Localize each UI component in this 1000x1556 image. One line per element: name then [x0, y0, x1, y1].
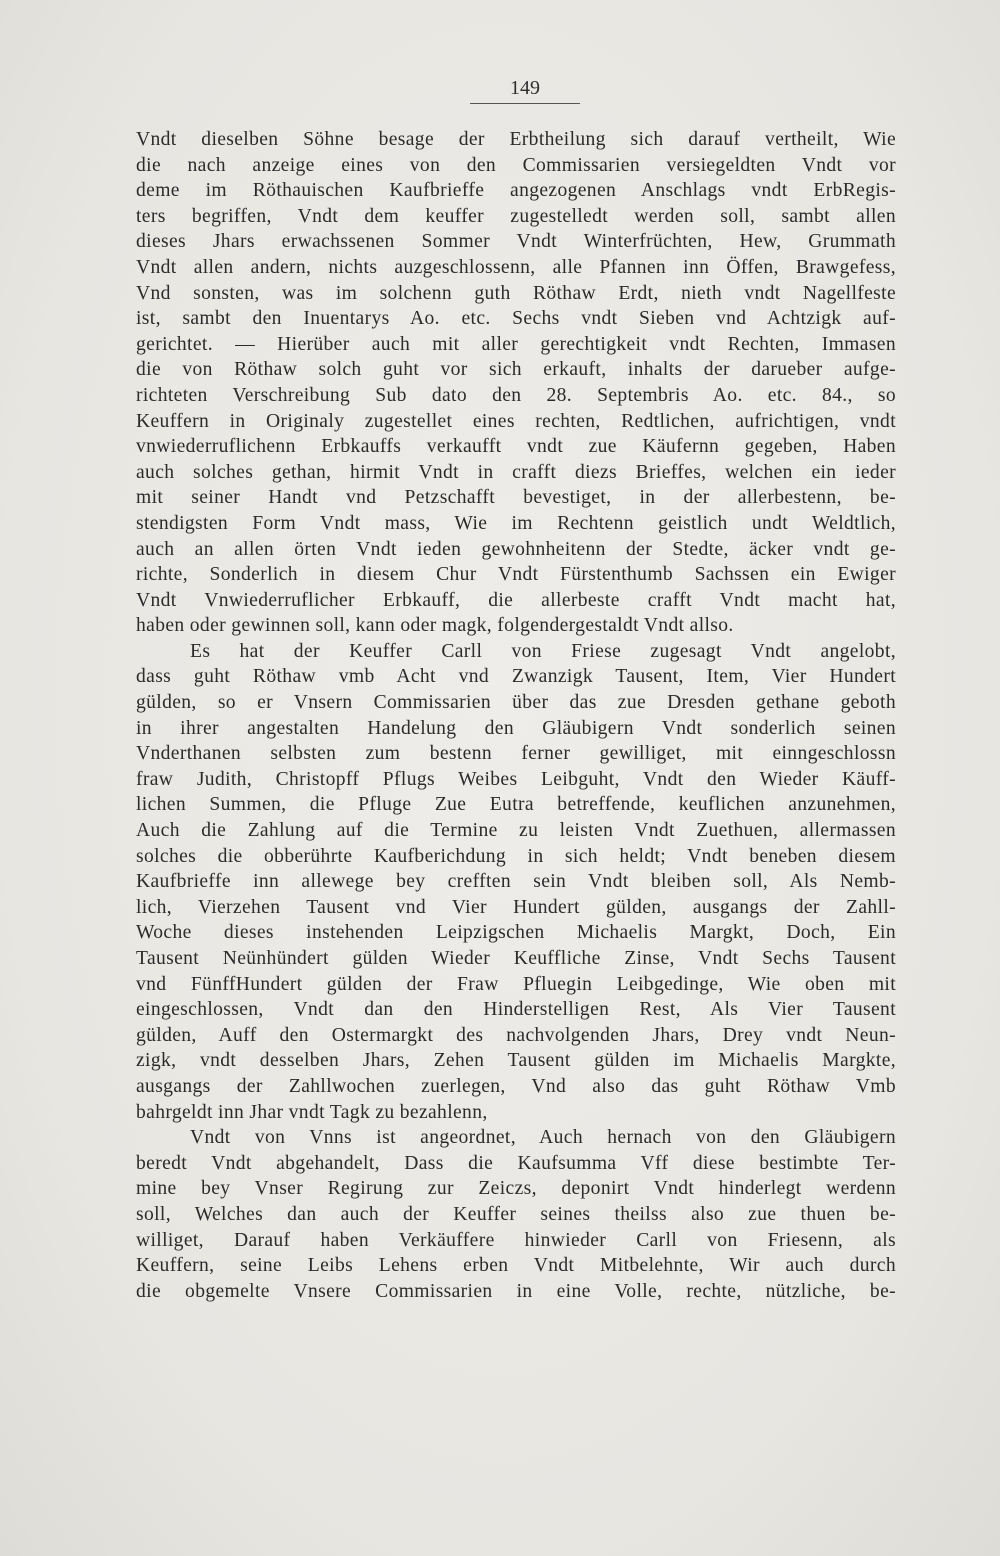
text-line: ist, sambt den Inuentarys Ao. etc. Sechs vndt Sieben vnd Achtzigk auf-	[136, 308, 896, 330]
text-line: stendigsten Form Vndt mass, Wie im Rechtenn geistlich undt Weldtlich,	[136, 512, 896, 534]
text-line: die obgemelte Vnsere Commissarien in eine Volle, rechte, nützliche, be-	[136, 1280, 896, 1302]
text-line: ausgangs der Zahllwochen zuerlegen, Vnd also das guht Röthaw Vmb	[136, 1075, 896, 1097]
text-line: Vndt von Vnns ist angeordnet, Auch hernach von den Gläubigern	[190, 1127, 896, 1149]
text-line: dass guht Röthaw vmb Acht vnd Zwanzigk Tausent, Item, Vier Hundert	[136, 666, 896, 688]
text-line: Vnd sonsten, was im solchenn guth Röthaw Erdt, nieth vndt Nagellfeste	[136, 282, 896, 304]
text-line: gerichtet. — Hierüber auch mit aller gerechtigkeit vndt Rechten, Immasen	[136, 333, 896, 355]
page-number: 149	[470, 76, 580, 104]
text-line: gülden, so er Vnsern Commissarien über das zue Dresden gethane geboth	[136, 692, 896, 714]
text-line: lichen Summen, die Pfluge Zue Eutra betreffende, keuflichen anzunehmen,	[136, 794, 896, 816]
text-line: zigk, vndt desselben Jhars, Zehen Tausent gülden im Michaelis Margkte,	[136, 1050, 896, 1072]
text-line: haben oder gewinnen soll, kann oder magk, folgendergestaldt Vndt allso.	[136, 615, 734, 637]
text-line: lich, Vierzehen Tausent vnd Vier Hundert gülden, ausgangs der Zahll-	[136, 896, 896, 918]
text-line: Keuffern in Originaly zugestellet eines rechten, Redtlichen, aufrichtigen, vndt	[136, 410, 896, 432]
text-line: richteten Verschreibung Sub dato den 28. Septembris Ao. etc. 84., so	[136, 384, 896, 406]
text-line: ters begriffen, Vndt dem keuffer zugestelledt werden soll, sambt allen	[136, 205, 896, 227]
text-line: fraw Judith, Christopff Pflugs Weibes Leibguht, Vndt den Wieder Käuff-	[136, 768, 896, 790]
text-line: auch an allen örten Vndt ieden gewohnheitenn der Stedte, äcker vndt ge-	[136, 538, 896, 560]
text-line: Vndt Vnwiederruflicher Erbkauff, die allerbeste crafft Vndt macht hat,	[136, 589, 896, 611]
text-line: die von Röthaw solch guht vor sich erkauft, inhalts der darueber aufge-	[136, 359, 896, 381]
text-line: williget, Darauf haben Verkäuffere hinwieder Carll von Friesenn, als	[136, 1229, 896, 1251]
text-line: dieses Jhars erwachssenen Sommer Vndt Winterfrüchten, Hew, Grummath	[136, 231, 896, 253]
text-line: bahrgeldt inn Jhar vndt Tagk zu bezahlenn,	[136, 1101, 488, 1123]
text-line: mine bey Vnser Regirung zur Zeiczs, deponirt Vndt hinderlegt werdenn	[136, 1178, 896, 1200]
text-line: richte, Sonderlich in diesem Chur Vndt Fürstenthumb Sachssen ein Ewiger	[136, 564, 896, 586]
text-line: Tausent Neünhündert gülden Wieder Keuffliche Zinse, Vndt Sechs Tausent	[136, 948, 896, 969]
text-line: soll, Welches dan auch der Keuffer seines theilss also zue thuen be-	[136, 1203, 896, 1225]
text-line: beredt Vndt abgehandelt, Dass die Kaufsumma Vff diese bestimbte Ter-	[136, 1152, 896, 1174]
text-line: Vndt allen andern, nichts auzgeschlossenn, alle Pfannen inn Öffen, Brawgefess,	[136, 256, 896, 278]
text-line: gülden, Auff den Ostermargkt des nachvolgenden Jhars, Drey vndt Neun-	[136, 1024, 896, 1046]
text-line: auch solches gethan, hirmit Vndt in crafft diezs Brieffes, welchen ein ieder	[136, 461, 896, 483]
text-line: Keuffern, seine Leibs Lehens erben Vndt Mitbelehnte, Wir auch durch	[136, 1255, 896, 1277]
text-line: Auch die Zahlung auf die Termine zu leisten Vndt Zuethuen, allermassen	[136, 820, 896, 842]
text-line: Es hat der Keuffer Carll von Friese zugesagt Vndt angelobt,	[190, 640, 896, 662]
text-line: Vnderthanen selbsten zum bestenn ferner gewilliget, mit einngeschlossn	[136, 743, 896, 765]
text-line: solches die obberührte Kaufberichdung in sich heldt; Vndt beneben diesem	[136, 845, 896, 867]
text-line: vnwiederruflichenn Erbkauffs verkaufft vndt zue Käufernn gegeben, Haben	[136, 436, 896, 458]
text-line: eingeschlossen, Vndt dan den Hinderstelligen Rest, Als Vier Tausent	[136, 999, 896, 1021]
text-line: in ihrer angestalten Handelung den Gläubigern Vndt sonderlich seinen	[136, 717, 896, 739]
text-line: Vndt dieselben Söhne besage der Erbtheilung sich darauf vertheilt, Wie	[136, 129, 896, 150]
text-line: die nach anzeige eines von den Commissarien versiegeldten Vndt vor	[136, 154, 896, 176]
body-text	[136, 127, 896, 1304]
text-line: deme im Röthauischen Kaufbrieffe angezogenen Anschlags vndt ErbRegis-	[136, 180, 896, 202]
text-line: mit seiner Handt vnd Petzschafft bevestiget, in der allerbestenn, be-	[136, 487, 896, 509]
text-line: vnd FünffHundert gülden der Fraw Pfluegin Leibgedinge, Wie oben mit	[136, 973, 896, 995]
text-line: Kaufbrieffe inn allewege bey crefften sein Vndt bleiben soll, Als Nemb-	[136, 871, 896, 893]
text-line: Woche dieses instehenden Leipzigschen Michaelis Margkt, Doch, Ein	[136, 922, 896, 944]
